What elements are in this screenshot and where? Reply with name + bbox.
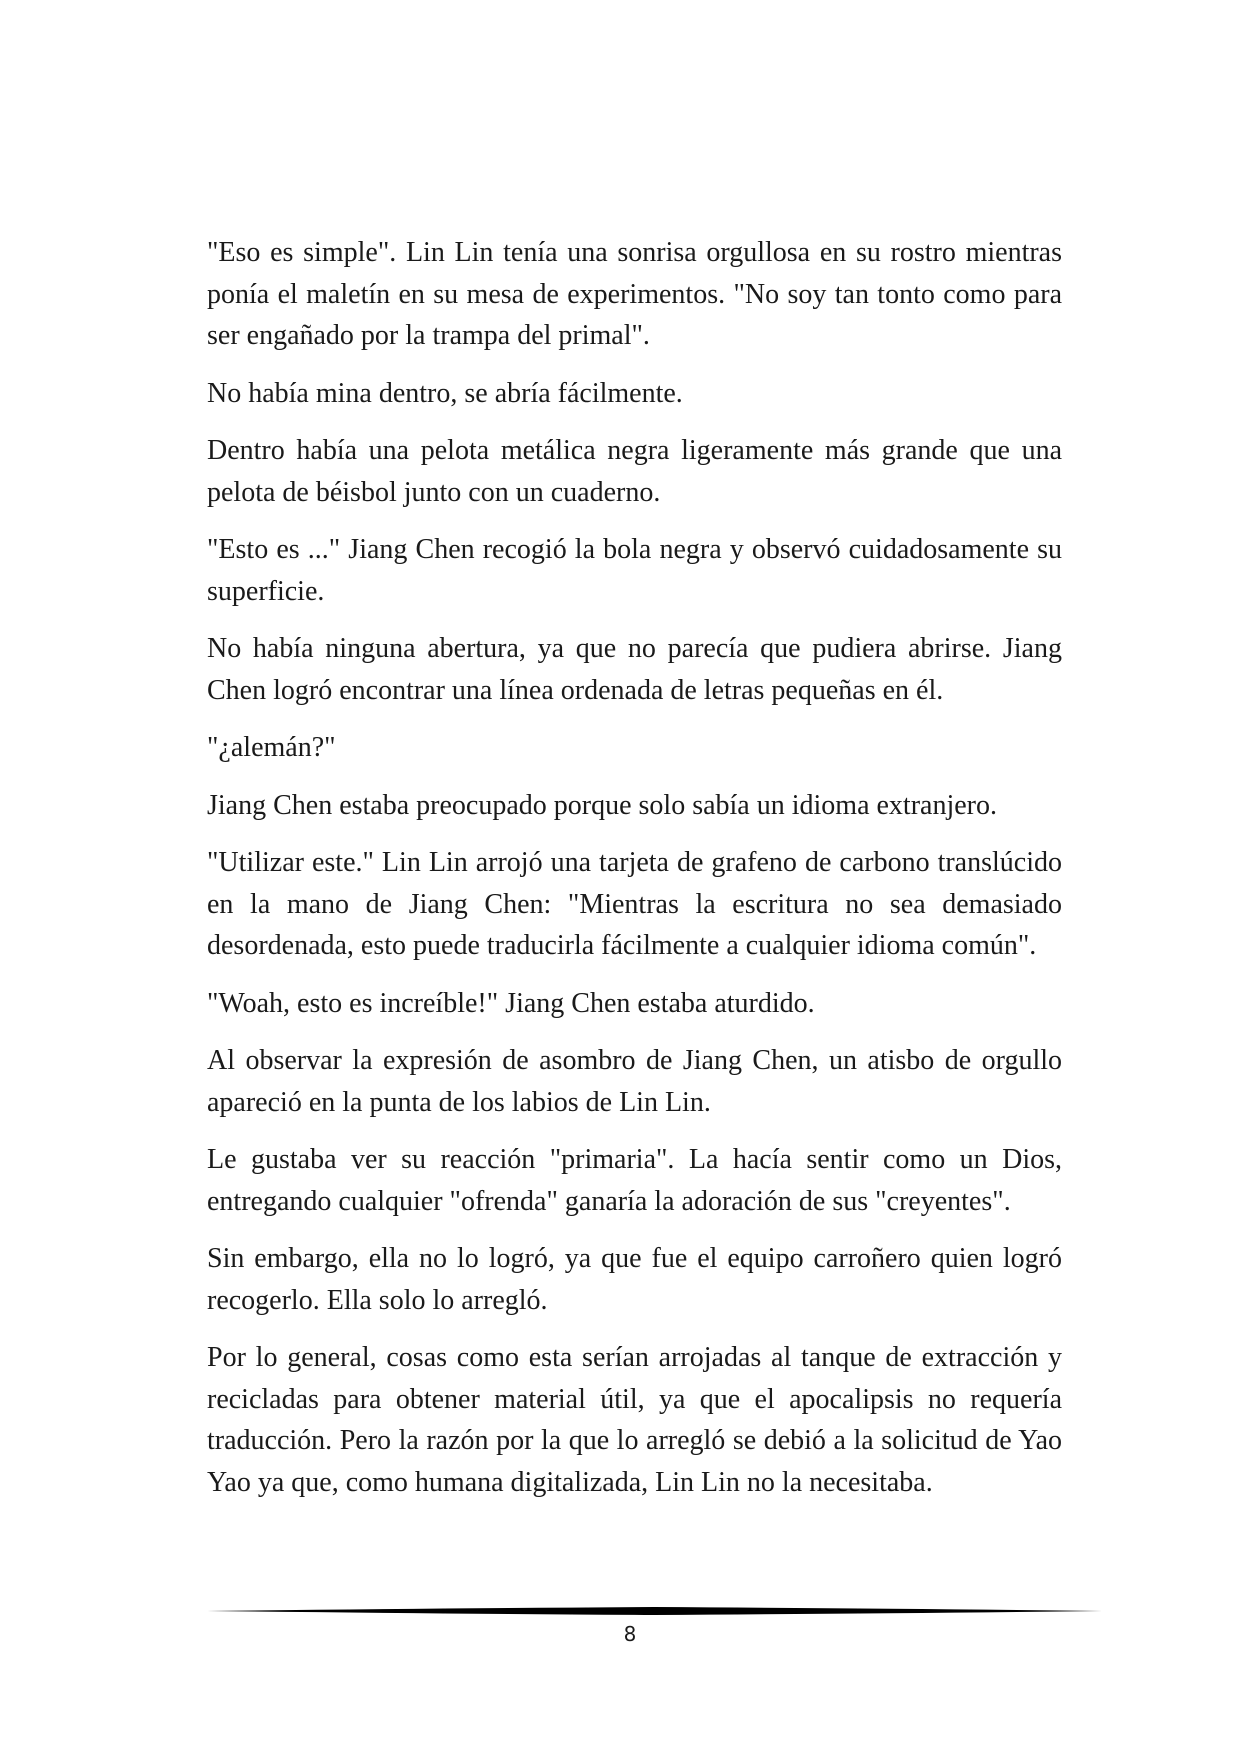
paragraph: No había mina dentro, se abría fácilmente.	[207, 377, 683, 409]
paragraph: Sin embargo, ella no lo logró, ya que fue el equipo carroñero quien logró recogerlo. Ella solo lo arregló.	[207, 1243, 1062, 1316]
paragraph: Le gustaba ver su reacción "primaria". La hacía sentir como un Dios, entregando cualquier "ofrenda" ganaría la adoración de sus "creyentes".	[207, 1144, 1062, 1217]
paragraph: "Eso es simple". Lin Lin tenía una sonrisa orgullosa en su rostro mientras ponía el maletín en su mesa de experimentos. "No soy tan tonto como para ser engañado por la trampa del primal".	[207, 237, 1062, 351]
paragraph: Jiang Chen estaba preocupado porque solo sabía un idioma extranjero.	[207, 789, 997, 821]
paragraph: Dentro había una pelota metálica negra ligeramente más grande que una pelota de béisbol junto con un cuaderno.	[207, 435, 1062, 508]
paragraph: "Utilizar este." Lin Lin arrojó una tarjeta de grafeno de carbono translúcido en la mano de Jiang Chen: "Mientras la escritura no sea demasiado desordenada, esto puede traducirla fácilmente a cualquier idioma común".	[207, 847, 1062, 961]
paragraph: No había ninguna abertura, ya que no parecía que pudiera abrirse. Jiang Chen logró encontrar una línea ordenada de letras pequeñas en él.	[207, 633, 1062, 706]
footer-divider	[207, 1604, 1102, 1618]
paragraph: Al observar la expresión de asombro de Jiang Chen, un atisbo de orgullo apareció en la punta de los labios de Lin Lin.	[207, 1045, 1062, 1118]
paragraph: "Esto es ..." Jiang Chen recogió la bola negra y observó cuidadosamente su superficie.	[207, 534, 1062, 607]
paragraph: Por lo general, cosas como esta serían arrojadas al tanque de extracción y recicladas para obtener material útil, ya que el apocalipsis no requería traducción. Pero la razón por la que lo arregló se debió a la solicitud de Yao Yao ya que, como humana digitalizada, Lin Lin no la necesitaba.	[207, 1342, 1062, 1498]
paragraph: "¿alemán?"	[207, 732, 336, 763]
page-number: 8	[623, 1622, 637, 1646]
paragraph: "Woah, esto es increíble!" Jiang Chen estaba aturdido.	[207, 987, 815, 1019]
body-text	[207, 232, 1062, 1519]
